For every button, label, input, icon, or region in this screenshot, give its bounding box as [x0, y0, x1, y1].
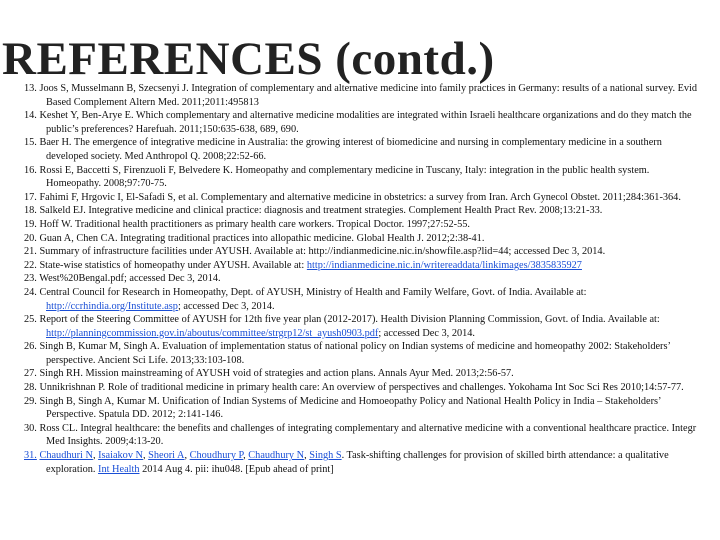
- author-link[interactable]: Sheori A: [148, 450, 185, 462]
- reference-text: Report of the Steering Committee of AYUSH for 12th five year plan (2012-2017). Health Division Planning Commission, Govt. of India. Available at:: [39, 314, 660, 326]
- reference-item: [24, 218, 704, 232]
- reference-number: 14.: [24, 110, 37, 122]
- reference-number: 26.: [24, 341, 37, 353]
- reference-text: Joos S, Musselmann B, Szecsenyi J. Integration of complementary and alternative medicine into family practices in Germany: results of a national survey. Evid Based Complement Altern Med. 2011;2011:495813: [39, 83, 698, 108]
- author-link[interactable]: Chaudhuri N: [39, 450, 93, 462]
- reference-item: [24, 109, 704, 136]
- reference-item: [24, 136, 704, 163]
- reference-text: Central Council for Research in Homeopathy, Dept. of AYUSH, Ministry of Health and Family Welfare, Govt. of India. Available at:: [39, 286, 587, 298]
- reference-text: Salkeld EJ. Integrative medicine and clinical practice: diagnosis and treatment strategies. Complement Health Pract Rev. 2008;13:21-33.: [39, 205, 603, 217]
- author-link[interactable]: Singh S: [309, 450, 342, 462]
- reference-text: Hoff W. Traditional health practitioners as primary health care workers. Tropical Doctor. 1997;27:52-55.: [39, 218, 470, 230]
- reference-number: 28.: [24, 382, 37, 394]
- reference-number: 24.: [24, 286, 37, 298]
- reference-text: 2014 Aug 4. pii: ihu048. [Epub ahead of print]: [139, 463, 334, 475]
- page-title: REFERENCES (contd.): [2, 33, 495, 85]
- reference-text: Singh B, Kumar M, Singh A. Evaluation of implementation status of national policy on Indian systems of medicine and homeopathy 2002: Stakeholders’ perspective. Ancient Sci Life. 2013;33:103-108.: [39, 341, 671, 366]
- reference-item: 31. Chaudhuri N, Isaiakov N, Sheori A, Choudhury P, Chaudhury N, Singh S. Task-shifting challenges for provision of skilled birth attendance: a qualitative exploration. Int Health 2014 Aug 4. pii: ihu048. [Epub ahead of print]: [24, 450, 669, 475]
- reference-number: 27.: [24, 368, 37, 380]
- reference-number: 19.: [24, 218, 37, 230]
- reference-text: . Task-shifting challenges for provision of skilled birth attendance: a qualitative exploration.: [46, 450, 669, 475]
- reference-item: [24, 381, 704, 395]
- reference-number: 29.: [24, 395, 37, 407]
- reference-number: 20.: [24, 232, 37, 244]
- reference-number: 22.: [24, 259, 37, 271]
- reference-text: ; accessed Dec 3, 2014.: [378, 327, 475, 339]
- reference-number[interactable]: 31.: [24, 450, 37, 462]
- reference-number: 30.: [24, 422, 37, 434]
- reference-text: Keshet Y, Ben-Arye E. Which complementary and alternative medicine modalities are integrated within Israeli healthcare organizations and do they match the public’s preferences? Harefuah. 2011;150:635-638, 689, 690.: [39, 110, 692, 135]
- reference-item: [24, 232, 704, 246]
- reference-number: 15.: [24, 137, 37, 149]
- reference-item: [24, 272, 704, 286]
- reference-text: Guan A, Chen CA. Integrating traditional practices into allopathic medicine. Global Health J. 2012;2:38-41.: [39, 232, 485, 244]
- reference-number: 17.: [24, 191, 37, 203]
- reference-item: [24, 245, 704, 259]
- reference-number: 23.: [24, 273, 37, 285]
- reference-text: Ross CL. Integral healthcare: the benefits and challenges of integrating complementary and alternative medicine with a conventional healthcare practice. Integr Med Insights. 2009;4:13-20.: [39, 422, 697, 448]
- reference-number: 25.: [24, 314, 37, 326]
- reference-link[interactable]: http://planningcommission.gov.in/aboutus/committee/strgrp12/st_ayush0903.pdf: [46, 327, 379, 339]
- reference-link[interactable]: http://ccrhindia.org/Institute.asp: [46, 300, 178, 312]
- reference-item: [24, 286, 704, 313]
- reference-item: [24, 82, 704, 109]
- reference-item: [24, 191, 704, 205]
- reference-list: [24, 82, 704, 476]
- reference-item: [24, 367, 704, 381]
- reference-item: [24, 204, 704, 218]
- reference-text: West%20Bengal.pdf; accessed Dec 3, 2014.: [39, 273, 221, 285]
- reference-text: Singh B, Singh A, Kumar M. Unification of Indian Systems of Medicine and Homoeopathy Policy and National Health Policy in India – Stakeholders’ Perspective. Spatula DD. 2012; 2:141-146.: [39, 395, 661, 421]
- author-link[interactable]: Choudhury P: [189, 450, 244, 462]
- reference-item: [24, 395, 704, 422]
- reference-item: [24, 164, 704, 191]
- author-link[interactable]: Isaiakov N: [98, 450, 143, 462]
- reference-text: Singh RH. Mission mainstreaming of AYUSH void of strategies and action plans. Annals Ayur Med. 2013;2:56-57.: [39, 368, 514, 380]
- reference-item: [24, 313, 704, 340]
- reference-number: 13.: [24, 83, 37, 94]
- reference-text: Baer H. The emergence of integrative medicine in Australia: the growing interest of biomedicine and nursing in complementary medicine in a southern developed society. Med Anthropol Q. 2008;22:52-66.: [39, 137, 662, 162]
- reference-text: State-wise statistics of homeopathy under AYUSH. Available at:: [39, 259, 307, 271]
- reference-item: [24, 422, 704, 449]
- reference-number: 16.: [24, 164, 37, 176]
- author-link[interactable]: Chaudhury N: [248, 450, 305, 462]
- reference-text: Summary of infrastructure facilities under AYUSH. Available at: http://indianmedicine.nic.in/showfile.asp?lid=44; accessed Dec 3, 2014.: [39, 246, 606, 258]
- reference-text: Fahimi F, Hrgovic I, El-Safadi S, et al. Complementary and alternative medicine in obstetrics: a survey from Iran. Arch Gynecol Obstet. 2011;284:361-364.: [39, 191, 681, 203]
- reference-link[interactable]: http://indianmedicine.nic.in/writereaddata/linkimages/3835835927: [306, 259, 582, 271]
- reference-number: 21.: [24, 246, 37, 258]
- reference-item: [24, 259, 704, 273]
- reference-text: Rossi E, Baccetti S, Firenzuoli F, Belvedere K. Homeopathy and complementary medicine in Tuscany, Italy: integration in the public health system. Homeopathy. 2008;97:70-75.: [39, 164, 650, 190]
- reference-number: 18.: [24, 205, 37, 217]
- reference-text: ; accessed Dec 3, 2014.: [177, 300, 275, 312]
- reference-text: Unnikrishnan P. Role of traditional medicine in primary health care: An overview of perspectives and challenges. Yokohama Int Soc Sci Res 2010;14:57-77.: [39, 382, 684, 394]
- journal-link[interactable]: Int Health: [98, 463, 140, 475]
- reference-item: [24, 340, 704, 367]
